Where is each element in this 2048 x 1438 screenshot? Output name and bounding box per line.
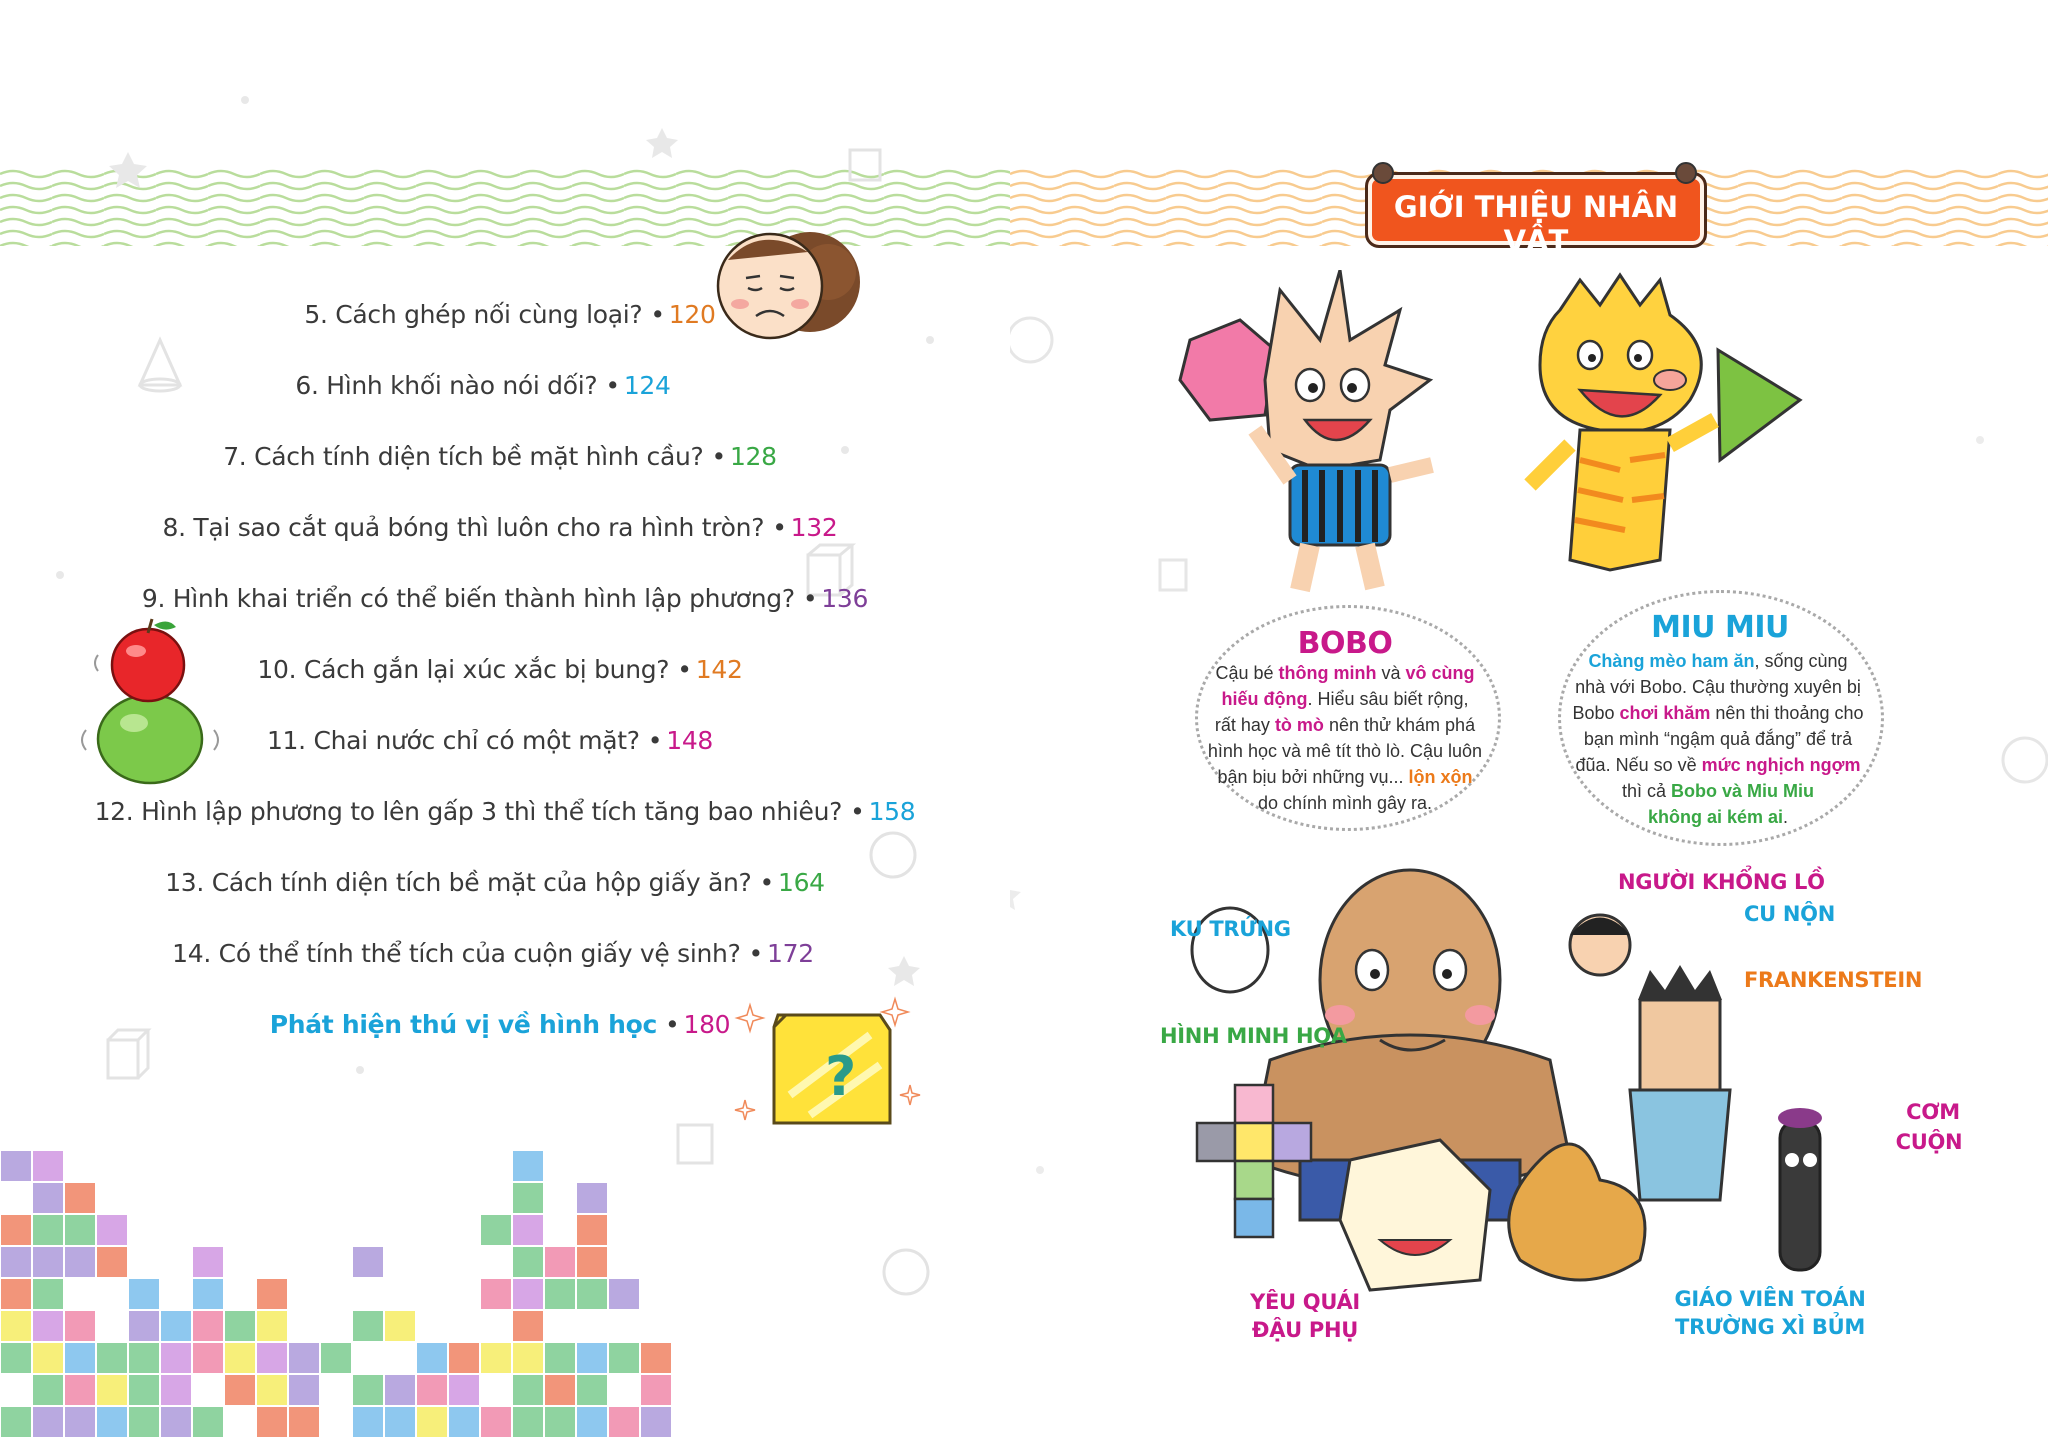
description-line	[1200, 790, 1490, 816]
tetris-cell	[32, 1246, 64, 1278]
tetris-cell	[320, 1342, 352, 1374]
tetris-cell	[576, 1246, 608, 1278]
tetris-cell	[512, 1310, 544, 1342]
tetris-cell	[512, 1246, 544, 1278]
tetris-cell	[32, 1182, 64, 1214]
toc-bullet: •	[647, 726, 663, 755]
tetris-cell	[512, 1406, 544, 1438]
description-line	[1563, 726, 1873, 752]
toc-item[interactable]	[13, 371, 953, 400]
toc-page-number: 128	[729, 442, 777, 471]
miumiu-description	[1563, 648, 1873, 830]
tetris-cell	[608, 1406, 640, 1438]
tetris-cell	[288, 1342, 320, 1374]
tetris-cell	[352, 1246, 384, 1278]
tetris-cell	[544, 1374, 576, 1406]
toc-bullet: •	[677, 655, 692, 684]
tetris-cell	[32, 1374, 64, 1406]
tetris-cell	[160, 1374, 192, 1406]
banner-title: GIỚI THIỆU NHÂN VẬT	[1393, 190, 1679, 258]
tetris-cell	[384, 1406, 416, 1438]
tetris-cell	[0, 1406, 32, 1438]
tetris-cell	[512, 1374, 544, 1406]
tetris-cell	[192, 1406, 224, 1438]
tetris-cell	[160, 1342, 192, 1374]
tetris-cell	[480, 1406, 512, 1438]
tetris-cell	[128, 1278, 160, 1310]
description-text: đũa. Nếu so về	[1575, 755, 1702, 775]
tetris-cell	[512, 1342, 544, 1374]
tetris-cell	[608, 1278, 640, 1310]
tetris-cell	[224, 1310, 256, 1342]
toc-item-title: 13. Cách tính diện tích bề mặt của hộp giấy ăn?	[165, 868, 752, 897]
toc-item-title: 7. Cách tính diện tích bề mặt hình cầu?	[223, 442, 704, 471]
tetris-cell	[512, 1214, 544, 1246]
description-text: bạn mình “ngậm quả đắng” để trả	[1583, 729, 1853, 749]
tetris-cell	[640, 1374, 672, 1406]
description-line	[1563, 700, 1873, 726]
highlight-text: mức nghịch ngợm	[1701, 755, 1861, 775]
toc-item[interactable]	[30, 442, 970, 471]
description-text: bận bịu bởi những vụ...	[1217, 767, 1409, 787]
tetris-cell	[160, 1310, 192, 1342]
tetris-cell	[256, 1406, 288, 1438]
tetris-blocks-decoration	[0, 1150, 680, 1438]
miumiu-character-illustration	[1520, 270, 1820, 610]
description-text: và	[1376, 663, 1406, 683]
tetris-cell	[192, 1342, 224, 1374]
miumiu-name: MIU MIU	[1651, 610, 1789, 645]
toc-page-number: 158	[868, 797, 916, 826]
label-hinh-minh-hoa: HÌNH MINH HỌA	[1160, 1024, 1347, 1048]
tetris-cell	[0, 1214, 32, 1246]
tetris-cell	[32, 1406, 64, 1438]
toc-item-title: Phát hiện thú vị về hình học	[269, 1010, 658, 1039]
label-yeu-quai-1: YÊU QUÁI	[1250, 1290, 1360, 1314]
toc-page-number: 164	[777, 868, 825, 897]
tetris-cell	[32, 1310, 64, 1342]
tetris-cell	[544, 1246, 576, 1278]
toc-item[interactable]	[30, 655, 970, 684]
tetris-cell	[576, 1214, 608, 1246]
highlight-text: hiếu động	[1221, 689, 1308, 709]
toc-item[interactable]	[30, 1010, 970, 1039]
toc-page-number: 180	[683, 1010, 731, 1039]
tetris-cell	[64, 1310, 96, 1342]
toc-item[interactable]	[23, 939, 963, 968]
highlight-text: không ai kém ai	[1647, 807, 1784, 827]
toc-bullet: •	[772, 513, 787, 542]
tetris-cell	[416, 1374, 448, 1406]
bobo-name: BOBO	[1297, 626, 1393, 661]
description-line	[1200, 660, 1490, 686]
tetris-cell	[256, 1310, 288, 1342]
tetris-cell	[32, 1278, 64, 1310]
tetris-cell	[544, 1406, 576, 1438]
highlight-text: tò mò	[1274, 715, 1324, 735]
toc-bullet: •	[711, 442, 726, 471]
tetris-cell	[160, 1406, 192, 1438]
tetris-cell	[480, 1342, 512, 1374]
highlight-text: chơi khăm	[1619, 703, 1711, 723]
tetris-cell	[64, 1406, 96, 1438]
label-cu-non: CU NỘN	[1744, 902, 1835, 926]
tetris-cell	[576, 1342, 608, 1374]
tetris-cell	[544, 1342, 576, 1374]
tetris-cell	[64, 1182, 96, 1214]
tetris-cell	[32, 1342, 64, 1374]
tetris-cell	[448, 1406, 480, 1438]
description-line	[1563, 752, 1873, 778]
toc-page-number: 136	[821, 584, 869, 613]
toc-item[interactable]	[40, 300, 980, 329]
tetris-cell	[288, 1374, 320, 1406]
tetris-cell	[128, 1342, 160, 1374]
toc-item[interactable]	[35, 797, 975, 826]
tetris-cell	[256, 1374, 288, 1406]
description-line	[1200, 738, 1490, 764]
tetris-cell	[640, 1342, 672, 1374]
tetris-cell	[480, 1278, 512, 1310]
highlight-text: Chàng mèo ham ăn	[1588, 651, 1755, 671]
description-text: Cậu bé	[1215, 663, 1279, 683]
tetris-cell	[192, 1278, 224, 1310]
toc-item-title: 14. Có thể tính thể tích của cuộn giấy vệ sinh?	[172, 939, 741, 968]
tetris-cell	[128, 1406, 160, 1438]
toc-page-number: 142	[695, 655, 743, 684]
tetris-cell	[0, 1150, 32, 1182]
toc-page-number: 124	[623, 371, 671, 400]
toc-item-title: 8. Tại sao cắt quả bóng thì luôn cho ra hình tròn?	[162, 513, 765, 542]
bobo-description	[1200, 660, 1490, 816]
description-line	[1563, 804, 1873, 830]
toc-page-number: 120	[668, 300, 716, 329]
tetris-cell	[640, 1406, 672, 1438]
tetris-cell	[256, 1342, 288, 1374]
tetris-cell	[384, 1374, 416, 1406]
tetris-cell	[64, 1246, 96, 1278]
tetris-cell	[64, 1214, 96, 1246]
description-line	[1563, 674, 1873, 700]
description-text: nhà với Bobo. Cậu thường xuyên bị	[1575, 677, 1861, 697]
left-page	[0, 0, 1010, 1438]
tetris-cell	[416, 1342, 448, 1374]
description-text: nên thi thoảng cho	[1710, 703, 1864, 723]
description-line	[1200, 764, 1490, 790]
tetris-cell	[192, 1246, 224, 1278]
tetris-cell	[96, 1406, 128, 1438]
description-text: . Hiểu sâu biết rộng,	[1307, 689, 1469, 709]
toc-item[interactable]	[35, 584, 975, 613]
description-line	[1563, 778, 1873, 804]
tetris-cell	[448, 1342, 480, 1374]
toc-item-title: 6. Hình khối nào nói dối?	[295, 371, 598, 400]
tetris-cell	[384, 1310, 416, 1342]
tetris-cell	[128, 1310, 160, 1342]
toc-item-title: 12. Hình lập phương to lên gấp 3 thì thể tích tăng bao nhiêu?	[94, 797, 843, 826]
svg-text:?: ?	[825, 1045, 857, 1108]
toc-page-number: 148	[666, 726, 714, 755]
highlight-text: lộn xộn	[1408, 767, 1473, 787]
toc-item-title: 10. Cách gắn lại xúc xắc bị bung?	[257, 655, 670, 684]
tetris-cell	[128, 1374, 160, 1406]
toc-item-title: 5. Cách ghép nối cùng loại?	[304, 300, 643, 329]
tetris-cell	[32, 1214, 64, 1246]
toc-page-number: 172	[767, 939, 814, 968]
tetris-cell	[480, 1214, 512, 1246]
description-text: nên thử khám phá	[1323, 715, 1476, 735]
tetris-cell	[512, 1278, 544, 1310]
toc-item-title: 9. Hình khai triển có thể biến thành hình lập phương?	[141, 584, 795, 613]
tetris-cell	[608, 1342, 640, 1374]
tetris-cell	[576, 1406, 608, 1438]
tetris-cell	[224, 1342, 256, 1374]
tetris-cell	[64, 1374, 96, 1406]
tetris-cell	[352, 1374, 384, 1406]
toc-item[interactable]	[30, 513, 970, 542]
label-yeu-quai-2: ĐẬU PHỤ	[1251, 1318, 1359, 1342]
highlight-text: Bobo và Miu Miu	[1671, 781, 1815, 801]
toc-item[interactable]	[25, 868, 965, 897]
toc-bullet: •	[802, 584, 818, 613]
tetris-cell	[448, 1374, 480, 1406]
tetris-cell	[96, 1374, 128, 1406]
toc-page-number: 132	[790, 513, 838, 542]
label-nguoi-khong-lo: NGƯỜI KHỔNG LỒ	[1618, 870, 1825, 894]
tetris-cell	[96, 1246, 128, 1278]
toc-bullet: •	[605, 371, 620, 400]
tetris-cell	[0, 1278, 32, 1310]
description-text: , sống cùng	[1754, 651, 1848, 671]
tetris-cell	[0, 1310, 32, 1342]
right-page	[1010, 0, 2048, 1438]
description-text: hình học và mê tít thò lò. Cậu luôn	[1207, 741, 1483, 761]
description-text: Bobo	[1572, 703, 1620, 723]
description-line	[1200, 712, 1490, 738]
tetris-cell	[0, 1246, 32, 1278]
tetris-cell	[512, 1182, 544, 1214]
highlight-text: thông minh	[1278, 663, 1377, 683]
label-ku-trung: KU TRỨNG	[1170, 917, 1291, 941]
toc-bullet: •	[650, 300, 665, 329]
worried-face-illustration	[700, 212, 870, 352]
question-box-illustration	[730, 985, 930, 1135]
bobo-character-illustration	[1170, 270, 1470, 610]
tetris-cell	[544, 1278, 576, 1310]
tetris-cell	[576, 1182, 608, 1214]
label-giao-vien-1: GIÁO VIÊN TOÁN	[1674, 1287, 1866, 1311]
tetris-cell	[416, 1406, 448, 1438]
label-giao-vien-2: TRƯỜNG XÌ BỦM	[1675, 1315, 1865, 1339]
tetris-cell	[352, 1310, 384, 1342]
label-com-cuon-2: CUỘN	[1895, 1130, 1963, 1154]
tetris-cell	[576, 1278, 608, 1310]
highlight-text: vô cùng	[1405, 663, 1475, 683]
description-line	[1200, 686, 1490, 712]
description-line	[1563, 648, 1873, 674]
label-frankenstein: FRANKENSTEIN	[1744, 968, 1923, 992]
label-com-cuon-1: CƠM	[1906, 1100, 1960, 1124]
tetris-cell	[96, 1214, 128, 1246]
tetris-cell	[576, 1374, 608, 1406]
tetris-cell	[192, 1310, 224, 1342]
tetris-cell	[0, 1342, 32, 1374]
toc-bullet: •	[665, 1010, 680, 1039]
toc-bullet: •	[759, 868, 774, 897]
tetris-cell	[352, 1406, 384, 1438]
toc-item[interactable]	[20, 726, 960, 755]
toc-bullet: •	[748, 939, 763, 968]
tetris-cell	[32, 1150, 64, 1182]
tetris-cell	[96, 1342, 128, 1374]
tetris-cell	[256, 1278, 288, 1310]
tetris-cell	[288, 1406, 320, 1438]
description-text: .	[1783, 807, 1789, 827]
tetris-cell	[224, 1374, 256, 1406]
description-text: thì cả	[1621, 781, 1672, 801]
toc-item-title: 11. Chai nước chỉ có một mặt?	[266, 726, 640, 755]
toc-bullet: •	[850, 797, 865, 826]
description-text: rất hay	[1214, 715, 1275, 735]
tetris-cell	[512, 1150, 544, 1182]
description-text: do chính mình gây ra.	[1257, 793, 1433, 813]
apples-illustration	[68, 615, 228, 785]
tetris-cell	[64, 1342, 96, 1374]
